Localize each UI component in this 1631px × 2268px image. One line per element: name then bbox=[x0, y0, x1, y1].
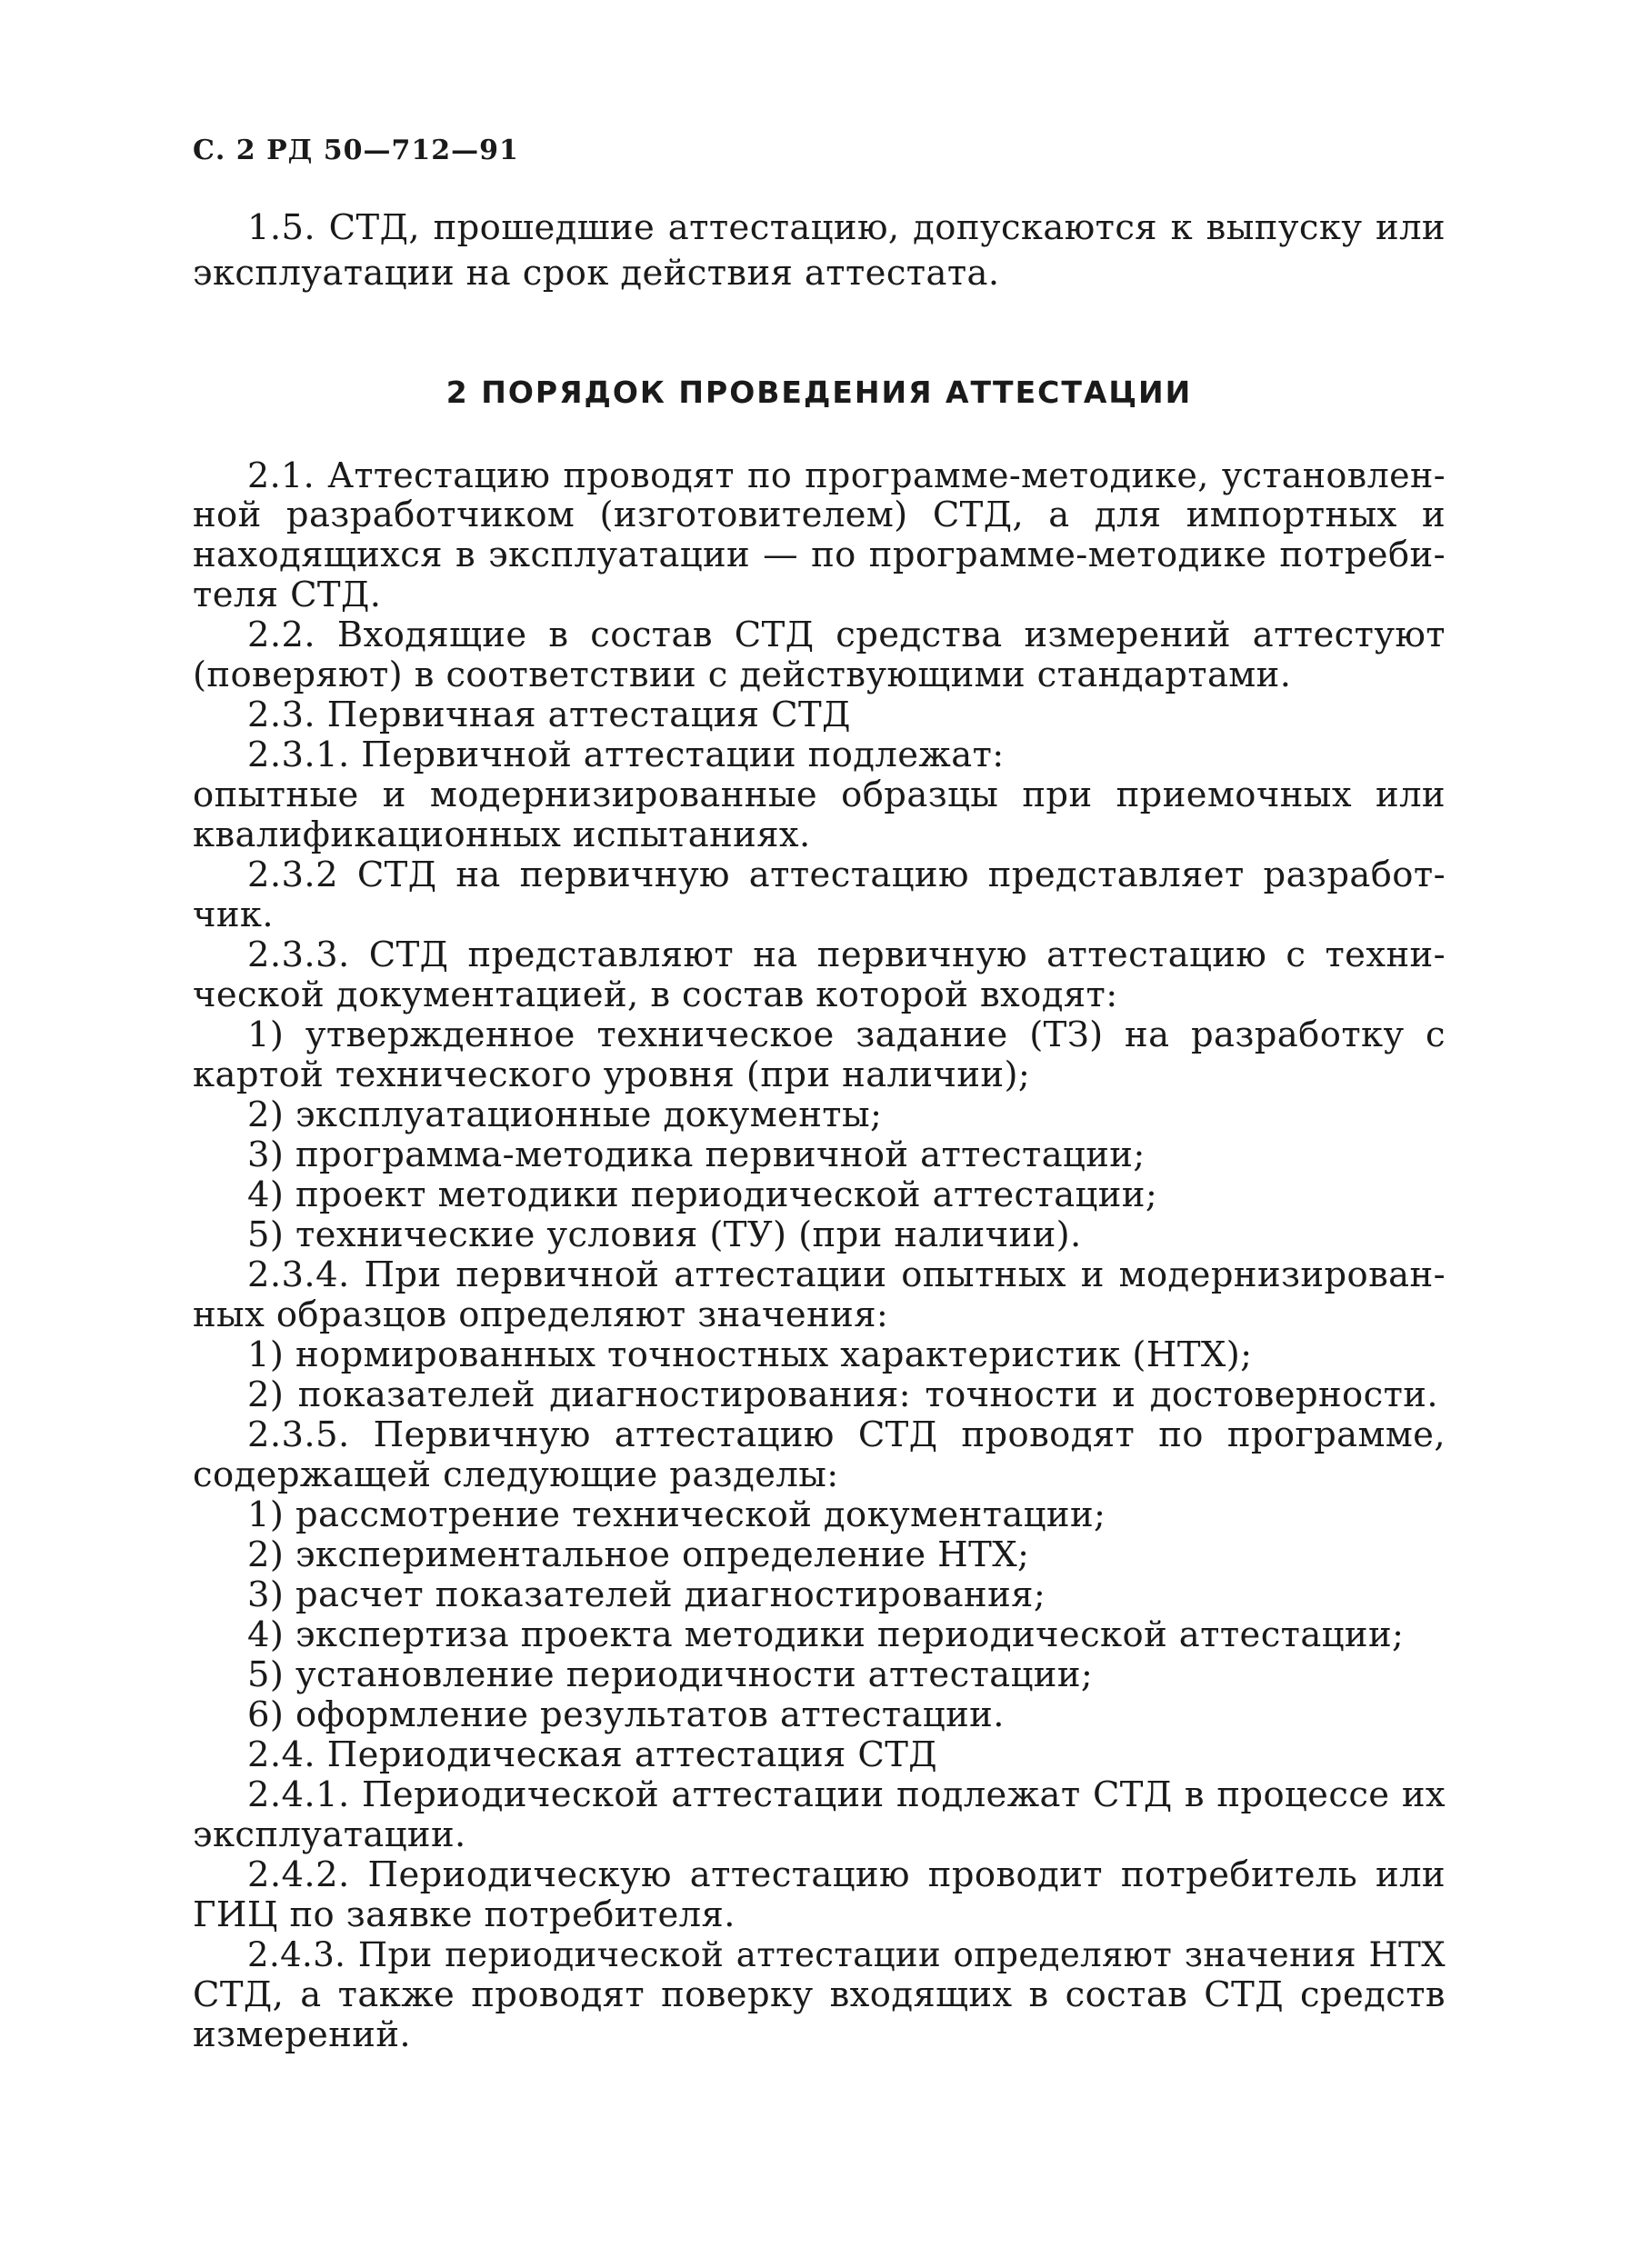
paragraph-line: 1) утвержденное техническое задание (ТЗ) на разработку с bbox=[247, 1014, 1446, 1055]
paragraph-line: 2.3.5. Первичную аттестацию СТД проводят по программе, bbox=[247, 1414, 1446, 1455]
paragraph-line: 2.3. Первичная аттестация СТД bbox=[247, 694, 851, 735]
paragraph-line: эксплуатации. bbox=[193, 1814, 466, 1855]
paragraph-line: ГИЦ по заявке потребителя. bbox=[193, 1894, 735, 1935]
paragraph-line: 3) расчет показателей диагностирования; bbox=[247, 1574, 1046, 1615]
paragraph-line: 4) экспертиза проекта методики периодической аттестации; bbox=[247, 1614, 1405, 1655]
paragraph-line: 2.3.2 СТД на первичную аттестацию представляет разработ- bbox=[247, 854, 1446, 895]
paragraph-line: ных образцов определяют значения: bbox=[193, 1294, 889, 1335]
paragraph-line: 2.4.1. Периодической аттестации подлежат СТД в процессе их bbox=[247, 1774, 1446, 1815]
paragraph-line: 2.3.1. Первичной аттестации подлежат: bbox=[247, 734, 1005, 775]
paragraph-line: 2.4.3. При периодической аттестации определяют значения НТХ bbox=[247, 1935, 1446, 1974]
paragraph-line: опытные и модернизированные образцы при приемочных или bbox=[193, 774, 1446, 815]
paragraph-line: 4) проект методики периодической аттестации; bbox=[247, 1174, 1158, 1215]
paragraph-line: теля СТД. bbox=[193, 574, 382, 615]
paragraph-line: 2.1. Аттестацию проводят по программе-методике, установлен- bbox=[247, 455, 1446, 495]
paragraph-line: 2.4.2. Периодическую аттестацию проводит потребитель или bbox=[247, 1854, 1446, 1895]
paragraph-line: 2.3.4. При первичной аттестации опытных и модернизирован- bbox=[247, 1254, 1446, 1295]
paragraph-line: 2) эксплуатационные документы; bbox=[247, 1094, 883, 1135]
paragraph-line: квалификационных испытаниях. bbox=[193, 814, 811, 855]
paragraph-line: эксплуатации на срок действия аттестата. bbox=[193, 253, 1000, 294]
paragraph-line: ной разработчиком (изготовителем) СТД, а для импортных и bbox=[193, 495, 1446, 535]
paragraph-line: 6) оформление результатов аттестации. bbox=[247, 1694, 1005, 1735]
paragraph-line: картой технического уровня (при наличии); bbox=[193, 1054, 1031, 1095]
paragraph-line: (поверяют) в соответствии с действующими стандартами. bbox=[193, 654, 1292, 695]
paragraph-line: ческой документацией, в состав которой входят: bbox=[193, 974, 1118, 1015]
paragraph-line: 1.5. СТД, прошедшие аттестацию, допускаются к выпуску или bbox=[247, 207, 1446, 248]
paragraph-line: 2) экспериментальное определение НТХ; bbox=[247, 1534, 1030, 1575]
paragraph-line: 5) установление периодичности аттестации; bbox=[247, 1654, 1094, 1695]
page-header: С. 2 РД 50—712—91 bbox=[193, 135, 519, 166]
paragraph-line: 2) показателей диагностирования: точности и достоверности. bbox=[247, 1374, 1438, 1415]
paragraph-line: 1) нормированных точностных характеристик (НТХ); bbox=[247, 1334, 1253, 1375]
paragraph-line: 2.2. Входящие в состав СТД средства измерений аттестуют bbox=[247, 614, 1446, 655]
paragraph-line: 2.4. Периодическая аттестация СТД bbox=[247, 1734, 937, 1775]
section-heading: 2 ПОРЯДОК ПРОВЕДЕНИЯ АТТЕСТАЦИИ bbox=[445, 375, 1193, 410]
paragraph-line: измерений. bbox=[193, 2014, 412, 2055]
paragraph-line: 1) рассмотрение технической документации; bbox=[247, 1494, 1106, 1535]
paragraph-line: чик. bbox=[193, 894, 275, 935]
paragraph-line: содержащей следующие разделы: bbox=[193, 1454, 839, 1495]
paragraph-line: СТД, а также проводят поверку входящих в состав СТД средств bbox=[193, 1974, 1446, 2015]
paragraph-line: 2.3.3. СТД представляют на первичную аттестацию с техни- bbox=[247, 934, 1446, 975]
paragraph-line: находящихся в эксплуатации — по программе-методике потреби- bbox=[193, 535, 1446, 575]
paragraph-line: 3) программа-методика первичной аттестации; bbox=[247, 1134, 1146, 1175]
paragraph-line: 5) технические условия (ТУ) (при наличии). bbox=[247, 1214, 1082, 1255]
